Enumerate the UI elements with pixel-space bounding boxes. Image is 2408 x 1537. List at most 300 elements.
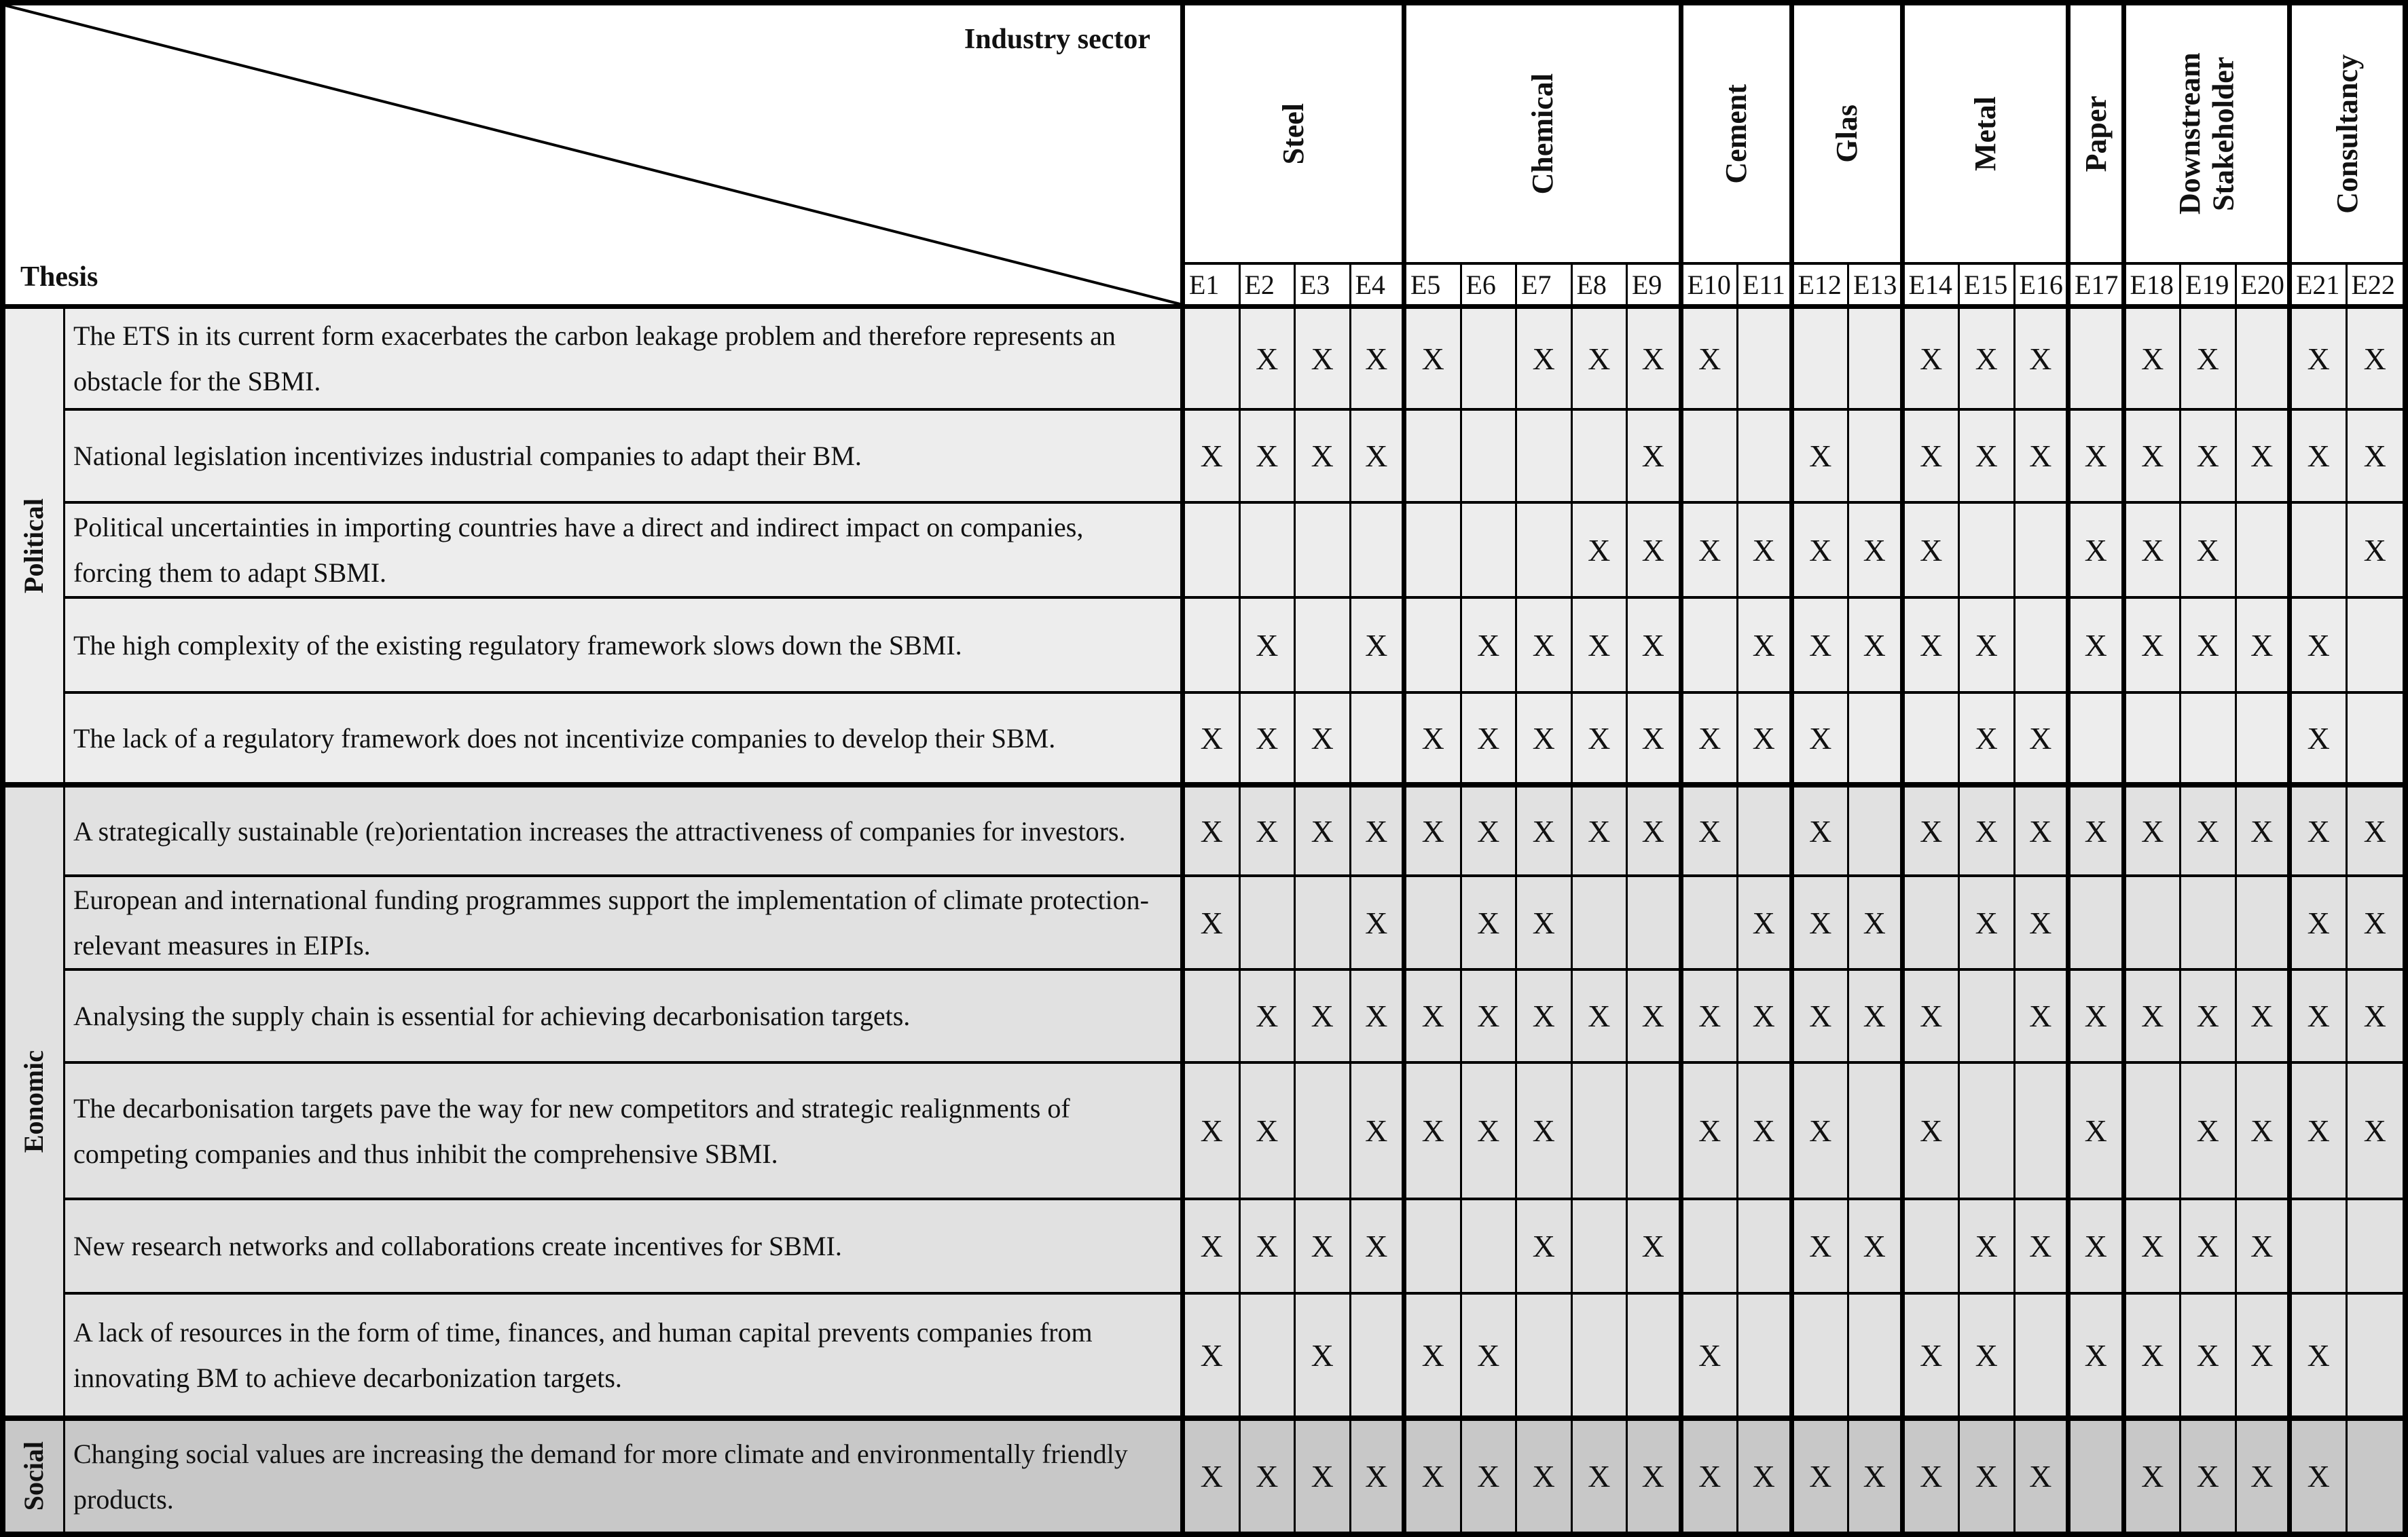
x-mark: X — [1256, 1229, 1279, 1263]
thesis-cell — [65, 411, 1185, 504]
mark-cell-e9 — [1628, 1295, 1683, 1421]
mark-cell-e11 — [1738, 309, 1794, 411]
mark-cell-e1 — [1185, 971, 1241, 1064]
mark-cell-e18 — [2126, 599, 2182, 694]
x-mark: X — [1200, 813, 1223, 849]
mark-cell-e1 — [1185, 877, 1241, 971]
x-mark: X — [2141, 1229, 2164, 1263]
mark-cell-e19 — [2181, 309, 2237, 411]
x-mark: X — [1365, 999, 1388, 1033]
expert-column-header-e14 — [1905, 265, 1960, 309]
mark-cell-e2 — [1241, 1064, 1296, 1200]
x-mark: X — [1975, 1229, 1998, 1263]
expert-id-label: E19 — [2185, 269, 2229, 300]
x-mark: X — [2196, 1229, 2219, 1263]
x-mark: X — [1698, 999, 1721, 1033]
x-mark: X — [2250, 1459, 2274, 1494]
mark-cell-e1 — [1185, 788, 1241, 877]
x-mark: X — [2307, 999, 2330, 1033]
mark-cell-e20 — [2237, 877, 2293, 971]
x-mark: X — [2196, 627, 2219, 663]
x-mark: X — [1809, 999, 1832, 1033]
x-mark: X — [1863, 532, 1886, 568]
mark-cell-e17 — [2070, 971, 2126, 1064]
mark-cell-e3 — [1296, 694, 1351, 788]
mark-cell-e8 — [1573, 309, 1628, 411]
x-mark: X — [1588, 532, 1611, 568]
mark-cell-e22 — [2348, 411, 2403, 504]
expert-id-label: E1 — [1189, 269, 1220, 300]
mark-cell-e4 — [1351, 309, 1407, 411]
mark-cell-e16 — [2015, 504, 2071, 599]
x-mark: X — [1365, 341, 1388, 376]
expert-column-header-e19 — [2181, 265, 2237, 309]
thesis-cell — [65, 971, 1185, 1064]
mark-cell-e8 — [1573, 1200, 1628, 1295]
sector-header-consultancy — [2292, 5, 2403, 265]
mark-cell-e11 — [1738, 411, 1794, 504]
x-mark: X — [1311, 439, 1334, 473]
x-mark: X — [1200, 1229, 1223, 1263]
mark-cell-e4 — [1351, 599, 1407, 694]
expert-column-header-e9 — [1628, 265, 1683, 309]
mark-cell-e21 — [2292, 1295, 2348, 1421]
x-mark: X — [2363, 341, 2386, 376]
x-mark: X — [2196, 1337, 2219, 1373]
thesis-cell — [65, 694, 1185, 788]
mark-cell-e19 — [2181, 504, 2237, 599]
mark-cell-e10 — [1683, 1421, 1739, 1532]
x-mark: X — [1641, 1229, 1664, 1263]
mark-cell-e19 — [2181, 1064, 2237, 1200]
x-mark: X — [1311, 720, 1334, 756]
mark-cell-e17 — [2070, 694, 2126, 788]
mark-cell-e13 — [1849, 877, 1905, 971]
mark-cell-e1 — [1185, 504, 1241, 599]
mark-cell-e10 — [1683, 877, 1739, 971]
mark-cell-e20 — [2237, 1295, 2293, 1421]
mark-cell-e12 — [1794, 1421, 1850, 1532]
expert-column-header-e17 — [2070, 265, 2126, 309]
mark-cell-e12 — [1794, 411, 1850, 504]
mark-cell-e16 — [2015, 788, 2071, 877]
x-mark: X — [1421, 720, 1444, 756]
sector-header-chemical — [1406, 5, 1683, 265]
x-mark: X — [1698, 532, 1721, 568]
mark-cell-e4 — [1351, 788, 1407, 877]
mark-cell-e15 — [1960, 411, 2015, 504]
x-mark: X — [2029, 720, 2052, 756]
diagonal-header-cell — [5, 5, 1185, 309]
x-mark: X — [2084, 627, 2107, 663]
mark-cell-e7 — [1517, 504, 1573, 599]
mark-cell-e13 — [1849, 309, 1905, 411]
x-mark: X — [1532, 813, 1555, 849]
x-mark: X — [2363, 999, 2386, 1033]
mark-cell-e1 — [1185, 309, 1241, 411]
x-mark: X — [1809, 1459, 1832, 1494]
mark-cell-e9 — [1628, 694, 1683, 788]
mark-cell-e6 — [1462, 694, 1518, 788]
mark-cell-e22 — [2348, 1064, 2403, 1200]
x-mark: X — [1641, 627, 1664, 663]
mark-cell-e9 — [1628, 411, 1683, 504]
x-mark: X — [1588, 720, 1611, 756]
mark-cell-e16 — [2015, 1421, 2071, 1532]
x-mark: X — [2029, 1459, 2052, 1494]
mark-cell-e7 — [1517, 1295, 1573, 1421]
expert-column-header-e1 — [1185, 265, 1241, 309]
mark-cell-e5 — [1406, 694, 1462, 788]
x-mark: X — [1477, 999, 1500, 1033]
x-mark: X — [1588, 813, 1611, 849]
mark-cell-e16 — [2015, 694, 2071, 788]
x-mark: X — [1256, 1113, 1279, 1148]
x-mark: X — [1421, 1113, 1444, 1148]
mark-cell-e16 — [2015, 1295, 2071, 1421]
mark-cell-e5 — [1406, 1064, 1462, 1200]
mark-cell-e9 — [1628, 599, 1683, 694]
thesis-cell — [65, 309, 1185, 411]
thesis-text: New research networks and collaborations create incentives for SBMI. — [73, 1231, 842, 1261]
x-mark: X — [1532, 1459, 1555, 1494]
sector-header-label: Steel — [1276, 103, 1310, 165]
mark-cell-e21 — [2292, 1064, 2348, 1200]
mark-cell-e18 — [2126, 877, 2182, 971]
mark-cell-e7 — [1517, 1200, 1573, 1295]
x-mark: X — [1200, 1459, 1223, 1494]
x-mark: X — [1920, 813, 1943, 849]
x-mark: X — [1752, 627, 1775, 663]
sector-header-label: Downstream Stakeholder — [2172, 52, 2240, 215]
thesis-text: The high complexity of the existing regulatory framework slows down the SBMI. — [73, 629, 962, 661]
expert-id-label: E3 — [1300, 269, 1330, 300]
x-mark: X — [2250, 1337, 2274, 1373]
x-mark: X — [2084, 1113, 2107, 1148]
x-mark: X — [1421, 341, 1444, 376]
x-mark: X — [1752, 1113, 1775, 1148]
mark-cell-e3 — [1296, 599, 1351, 694]
mark-cell-e15 — [1960, 504, 2015, 599]
x-mark: X — [2250, 627, 2274, 663]
mark-cell-e1 — [1185, 1200, 1241, 1295]
mark-cell-e4 — [1351, 1200, 1407, 1295]
mark-cell-e22 — [2348, 309, 2403, 411]
mark-cell-e17 — [2070, 599, 2126, 694]
mark-cell-e22 — [2348, 788, 2403, 877]
x-mark: X — [1532, 999, 1555, 1033]
mark-cell-e18 — [2126, 788, 2182, 877]
x-mark: X — [1698, 341, 1721, 376]
mark-cell-e15 — [1960, 694, 2015, 788]
mark-cell-e14 — [1905, 1295, 1960, 1421]
x-mark: X — [1532, 1113, 1555, 1148]
mark-cell-e3 — [1296, 309, 1351, 411]
expert-column-header-e15 — [1960, 265, 2015, 309]
mark-cell-e19 — [2181, 694, 2237, 788]
x-mark: X — [2029, 1229, 2052, 1263]
thesis-text: European and international funding programmes support the implementation of climate protection-relevant measures in EIPIs. — [73, 885, 1149, 961]
mark-cell-e6 — [1462, 411, 1518, 504]
mark-cell-e12 — [1794, 877, 1850, 971]
mark-cell-e3 — [1296, 971, 1351, 1064]
thesis-text: A lack of resources in the form of time, finances, and human capital prevents companies from innovating BM to achieve decarbonization targets. — [73, 1317, 1093, 1393]
x-mark: X — [2250, 813, 2274, 849]
mark-cell-e8 — [1573, 504, 1628, 599]
x-mark: X — [2363, 905, 2386, 940]
expert-id-label: E9 — [1632, 269, 1662, 300]
x-mark: X — [1698, 813, 1721, 849]
x-mark: X — [1863, 905, 1886, 940]
x-mark: X — [2029, 813, 2052, 849]
x-mark: X — [1975, 720, 1998, 756]
x-mark: X — [1975, 813, 1998, 849]
x-mark: X — [1920, 439, 1943, 473]
mark-cell-e20 — [2237, 971, 2293, 1064]
expert-id-label: E13 — [1853, 269, 1897, 300]
x-mark: X — [1365, 905, 1388, 940]
x-mark: X — [1365, 1459, 1388, 1494]
mark-cell-e13 — [1849, 694, 1905, 788]
mark-cell-e2 — [1241, 788, 1296, 877]
mark-cell-e8 — [1573, 877, 1628, 971]
mark-cell-e16 — [2015, 599, 2071, 694]
mark-cell-e20 — [2237, 788, 2293, 877]
x-mark: X — [1477, 1337, 1500, 1373]
x-mark: X — [2307, 627, 2330, 663]
x-mark: X — [1588, 627, 1611, 663]
mark-cell-e4 — [1351, 1295, 1407, 1421]
expert-id-label: E5 — [1410, 269, 1441, 300]
mark-cell-e15 — [1960, 599, 2015, 694]
mark-cell-e9 — [1628, 971, 1683, 1064]
mark-cell-e5 — [1406, 309, 1462, 411]
x-mark: X — [1532, 1229, 1555, 1263]
mark-cell-e14 — [1905, 1064, 1960, 1200]
mark-cell-e9 — [1628, 877, 1683, 971]
x-mark: X — [1698, 1337, 1721, 1373]
x-mark: X — [2141, 999, 2164, 1033]
x-mark: X — [1809, 439, 1832, 473]
mark-cell-e10 — [1683, 1295, 1739, 1421]
mark-cell-e9 — [1628, 504, 1683, 599]
mark-cell-e4 — [1351, 411, 1407, 504]
mark-cell-e13 — [1849, 1421, 1905, 1532]
mark-cell-e7 — [1517, 599, 1573, 694]
mark-cell-e20 — [2237, 599, 2293, 694]
mark-cell-e18 — [2126, 309, 2182, 411]
expert-column-header-e4 — [1351, 265, 1407, 309]
mark-cell-e15 — [1960, 877, 2015, 971]
mark-cell-e5 — [1406, 1200, 1462, 1295]
expert-column-header-e11 — [1738, 265, 1794, 309]
mark-cell-e6 — [1462, 309, 1518, 411]
mark-cell-e8 — [1573, 971, 1628, 1064]
mark-cell-e8 — [1573, 1421, 1628, 1532]
expert-id-label: E16 — [2019, 269, 2063, 300]
x-mark: X — [1532, 720, 1555, 756]
x-mark: X — [2141, 1459, 2164, 1494]
mark-cell-e9 — [1628, 1421, 1683, 1532]
mark-cell-e12 — [1794, 694, 1850, 788]
x-mark: X — [1256, 627, 1279, 663]
expert-id-label: E8 — [1576, 269, 1607, 300]
mark-cell-e14 — [1905, 877, 1960, 971]
mark-cell-e4 — [1351, 1064, 1407, 1200]
x-mark: X — [2084, 813, 2107, 849]
x-mark: X — [1588, 341, 1611, 376]
x-mark: X — [1975, 439, 1998, 473]
thesis-text: The lack of a regulatory framework does not incentivize companies to develop their SBM. — [73, 722, 1056, 754]
mark-cell-e13 — [1849, 1064, 1905, 1200]
x-mark: X — [1920, 341, 1943, 376]
thesis-text: National legislation incentivizes industrial companies to adapt their BM. — [73, 441, 862, 471]
mark-cell-e17 — [2070, 411, 2126, 504]
x-mark: X — [1256, 999, 1279, 1033]
mark-cell-e15 — [1960, 1200, 2015, 1295]
mark-cell-e21 — [2292, 504, 2348, 599]
x-mark: X — [2363, 1113, 2386, 1148]
industry-sector-label: Industry sector — [964, 24, 1150, 55]
x-mark: X — [2084, 999, 2107, 1033]
x-mark: X — [1311, 1229, 1334, 1263]
x-mark: X — [1477, 1113, 1500, 1148]
mark-cell-e17 — [2070, 1421, 2126, 1532]
mark-cell-e14 — [1905, 788, 1960, 877]
mark-cell-e1 — [1185, 599, 1241, 694]
thesis-cell — [65, 1064, 1185, 1200]
mark-cell-e13 — [1849, 971, 1905, 1064]
x-mark: X — [1975, 341, 1998, 376]
x-mark: X — [1421, 1459, 1444, 1494]
mark-cell-e3 — [1296, 1421, 1351, 1532]
x-mark: X — [1641, 341, 1664, 376]
x-mark: X — [1641, 720, 1664, 756]
mark-cell-e1 — [1185, 694, 1241, 788]
sector-header-label: Cement — [1719, 84, 1753, 184]
mark-cell-e13 — [1849, 1200, 1905, 1295]
mark-cell-e21 — [2292, 1200, 2348, 1295]
x-mark: X — [1698, 720, 1721, 756]
mark-cell-e2 — [1241, 599, 1296, 694]
x-mark: X — [2307, 341, 2330, 376]
section-label-political — [5, 309, 65, 788]
mark-cell-e21 — [2292, 599, 2348, 694]
x-mark: X — [1200, 1337, 1223, 1373]
mark-cell-e22 — [2348, 971, 2403, 1064]
mark-cell-e5 — [1406, 504, 1462, 599]
mark-cell-e20 — [2237, 504, 2293, 599]
mark-cell-e14 — [1905, 411, 1960, 504]
x-mark: X — [1975, 905, 1998, 940]
x-mark: X — [2250, 439, 2274, 473]
thesis-cell — [65, 599, 1185, 694]
x-mark: X — [1311, 1459, 1334, 1494]
mark-cell-e16 — [2015, 1064, 2071, 1200]
mark-cell-e2 — [1241, 694, 1296, 788]
mark-cell-e15 — [1960, 1064, 2015, 1200]
mark-cell-e16 — [2015, 1200, 2071, 1295]
mark-cell-e11 — [1738, 599, 1794, 694]
mark-cell-e19 — [2181, 1421, 2237, 1532]
mark-cell-e15 — [1960, 1295, 2015, 1421]
mark-cell-e18 — [2126, 1295, 2182, 1421]
x-mark: X — [1863, 627, 1886, 663]
mark-cell-e14 — [1905, 309, 1960, 411]
mark-cell-e12 — [1794, 1200, 1850, 1295]
mark-cell-e8 — [1573, 411, 1628, 504]
mark-cell-e11 — [1738, 1295, 1794, 1421]
x-mark: X — [2307, 813, 2330, 849]
mark-cell-e15 — [1960, 1421, 2015, 1532]
mark-cell-e17 — [2070, 1064, 2126, 1200]
x-mark: X — [2141, 813, 2164, 849]
x-mark: X — [1477, 627, 1500, 663]
x-mark: X — [2084, 1229, 2107, 1263]
expert-column-header-e8 — [1573, 265, 1628, 309]
x-mark: X — [1365, 1113, 1388, 1148]
expert-id-label: E11 — [1743, 269, 1785, 300]
x-mark: X — [1809, 905, 1832, 940]
mark-cell-e5 — [1406, 1295, 1462, 1421]
mark-cell-e7 — [1517, 694, 1573, 788]
mark-cell-e19 — [2181, 971, 2237, 1064]
mark-cell-e2 — [1241, 309, 1296, 411]
mark-cell-e18 — [2126, 1200, 2182, 1295]
mark-cell-e2 — [1241, 971, 1296, 1064]
mark-cell-e18 — [2126, 1421, 2182, 1532]
mark-cell-e11 — [1738, 877, 1794, 971]
mark-cell-e11 — [1738, 694, 1794, 788]
x-mark: X — [2196, 439, 2219, 473]
expert-column-header-e2 — [1241, 265, 1296, 309]
mark-cell-e17 — [2070, 1200, 2126, 1295]
x-mark: X — [1532, 627, 1555, 663]
sector-header-glas — [1794, 5, 1905, 265]
mark-cell-e14 — [1905, 971, 1960, 1064]
mark-cell-e7 — [1517, 1421, 1573, 1532]
mark-cell-e10 — [1683, 1064, 1739, 1200]
mark-cell-e18 — [2126, 1064, 2182, 1200]
mark-cell-e7 — [1517, 411, 1573, 504]
mark-cell-e12 — [1794, 1295, 1850, 1421]
x-mark: X — [2307, 1337, 2330, 1373]
mark-cell-e18 — [2126, 411, 2182, 504]
expert-column-header-e7 — [1517, 265, 1573, 309]
x-mark: X — [2363, 813, 2386, 849]
expert-column-header-e5 — [1406, 265, 1462, 309]
mark-cell-e17 — [2070, 788, 2126, 877]
mark-cell-e2 — [1241, 1295, 1296, 1421]
expert-id-label: E12 — [1798, 269, 1842, 300]
mark-cell-e11 — [1738, 788, 1794, 877]
mark-cell-e11 — [1738, 971, 1794, 1064]
mark-cell-e15 — [1960, 309, 2015, 411]
x-mark: X — [1809, 813, 1832, 849]
mark-cell-e19 — [2181, 411, 2237, 504]
x-mark: X — [1532, 905, 1555, 940]
mark-cell-e1 — [1185, 1295, 1241, 1421]
mark-cell-e9 — [1628, 1064, 1683, 1200]
x-mark: X — [2250, 1229, 2274, 1263]
sector-header-label: Glas — [1829, 105, 1863, 163]
mark-cell-e19 — [2181, 1200, 2237, 1295]
x-mark: X — [1365, 1229, 1388, 1263]
mark-cell-e9 — [1628, 309, 1683, 411]
x-mark: X — [1365, 813, 1388, 849]
x-mark: X — [1641, 813, 1664, 849]
x-mark: X — [2029, 341, 2052, 376]
